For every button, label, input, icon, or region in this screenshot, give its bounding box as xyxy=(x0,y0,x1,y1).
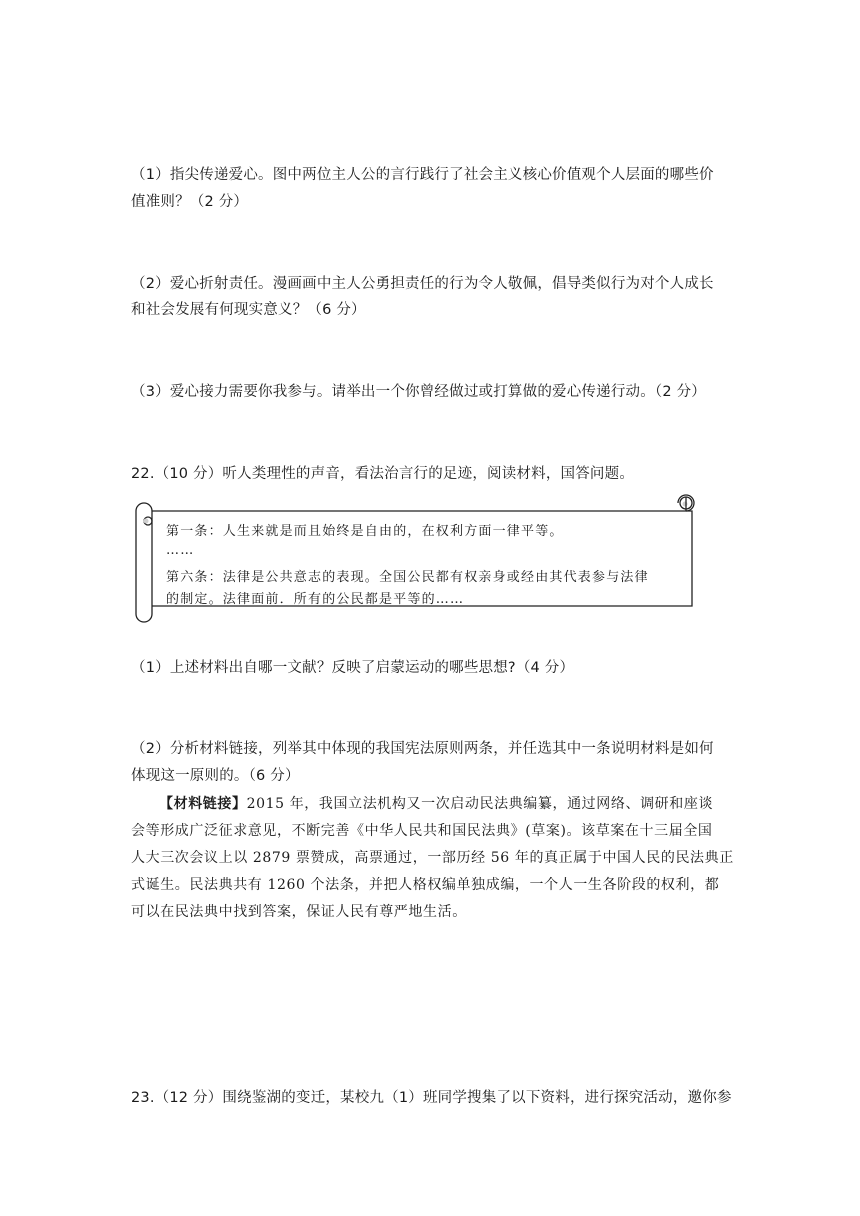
scroll-article-6-line1: 第六条：法律是公共意志的表现。全国公民都有权亲身或经由其代表参与法律 xyxy=(166,570,649,585)
q21-part2-line2: 和社会发展有何现实意义？（6 分） xyxy=(131,302,366,318)
material-link-text: 2015 年，我国立法机构又一次启动民法典编纂，通过网络、调研和座谈 xyxy=(246,796,714,812)
q21-part1-line1: （1）指尖传递爱心。图中两位主人公的言行践行了社会主义核心价值观个人层面的哪些价 xyxy=(131,167,714,183)
material-link-line4: 式诞生。民法典共有 1260 个法条，并把人格权编单独成编，一个人一生各阶段的权利，都 xyxy=(131,877,720,893)
q21-part1-line2: 值准则？（2 分） xyxy=(131,194,249,210)
q23-stem: 23.（12 分）围绕鉴湖的变迁，某校九（1）班同学搜集了以下资料，进行探究活动，邀你参 xyxy=(131,1090,732,1106)
scroll-article-1: 第一条：人生来就是而且始终是自由的，在权利方面一律平等。 xyxy=(166,524,564,539)
material-link-line1 xyxy=(159,793,713,813)
q22-sub2-line1: （2）分析材料链接，列举其中体现的我国宪法原则两条，并任选其中一条说明材料是如何 xyxy=(131,741,714,757)
q22-stem: 22.（10 分）听人类理性的声音，看法治言行的足迹，阅读材料，国答问题。 xyxy=(131,466,635,482)
scroll-article-6-line2: 的制定。法律面前．所有的公民都是平等的…… xyxy=(166,592,465,607)
material-link-line2: 会等形成广泛征求意见，不断完善《中华人民共和国民法典》(草案)。该草案在十三届全国 xyxy=(131,823,713,839)
q21-part2-line1: （2）爱心折射责任。漫画画中主人公勇担责任的行为令人敬佩，倡导类似行为对个人成长 xyxy=(131,276,714,292)
material-link-line3: 人大三次会议上以 2879 票赞成，高票通过，一部历经 56 年的真正属于中国人民的民法典正 xyxy=(131,850,734,866)
q21-part3: （3）爱心接力需要你我参与。请举出一个你曾经做过或打算做的爱心传递行动。（2 分） xyxy=(131,384,707,400)
q22-sub1: （1）上述材料出自哪一文献？反映了启蒙运动的哪些思想?（4 分） xyxy=(131,660,575,676)
material-link-line5: 可以在民法典中找到答案，保证人民有尊严地生活。 xyxy=(131,904,467,920)
scroll-ellipsis: …… xyxy=(166,543,195,558)
material-link-label: 【材料链接】 xyxy=(159,796,247,812)
q22-sub2-line2: 体现这一原则的。（6 分） xyxy=(131,768,300,784)
